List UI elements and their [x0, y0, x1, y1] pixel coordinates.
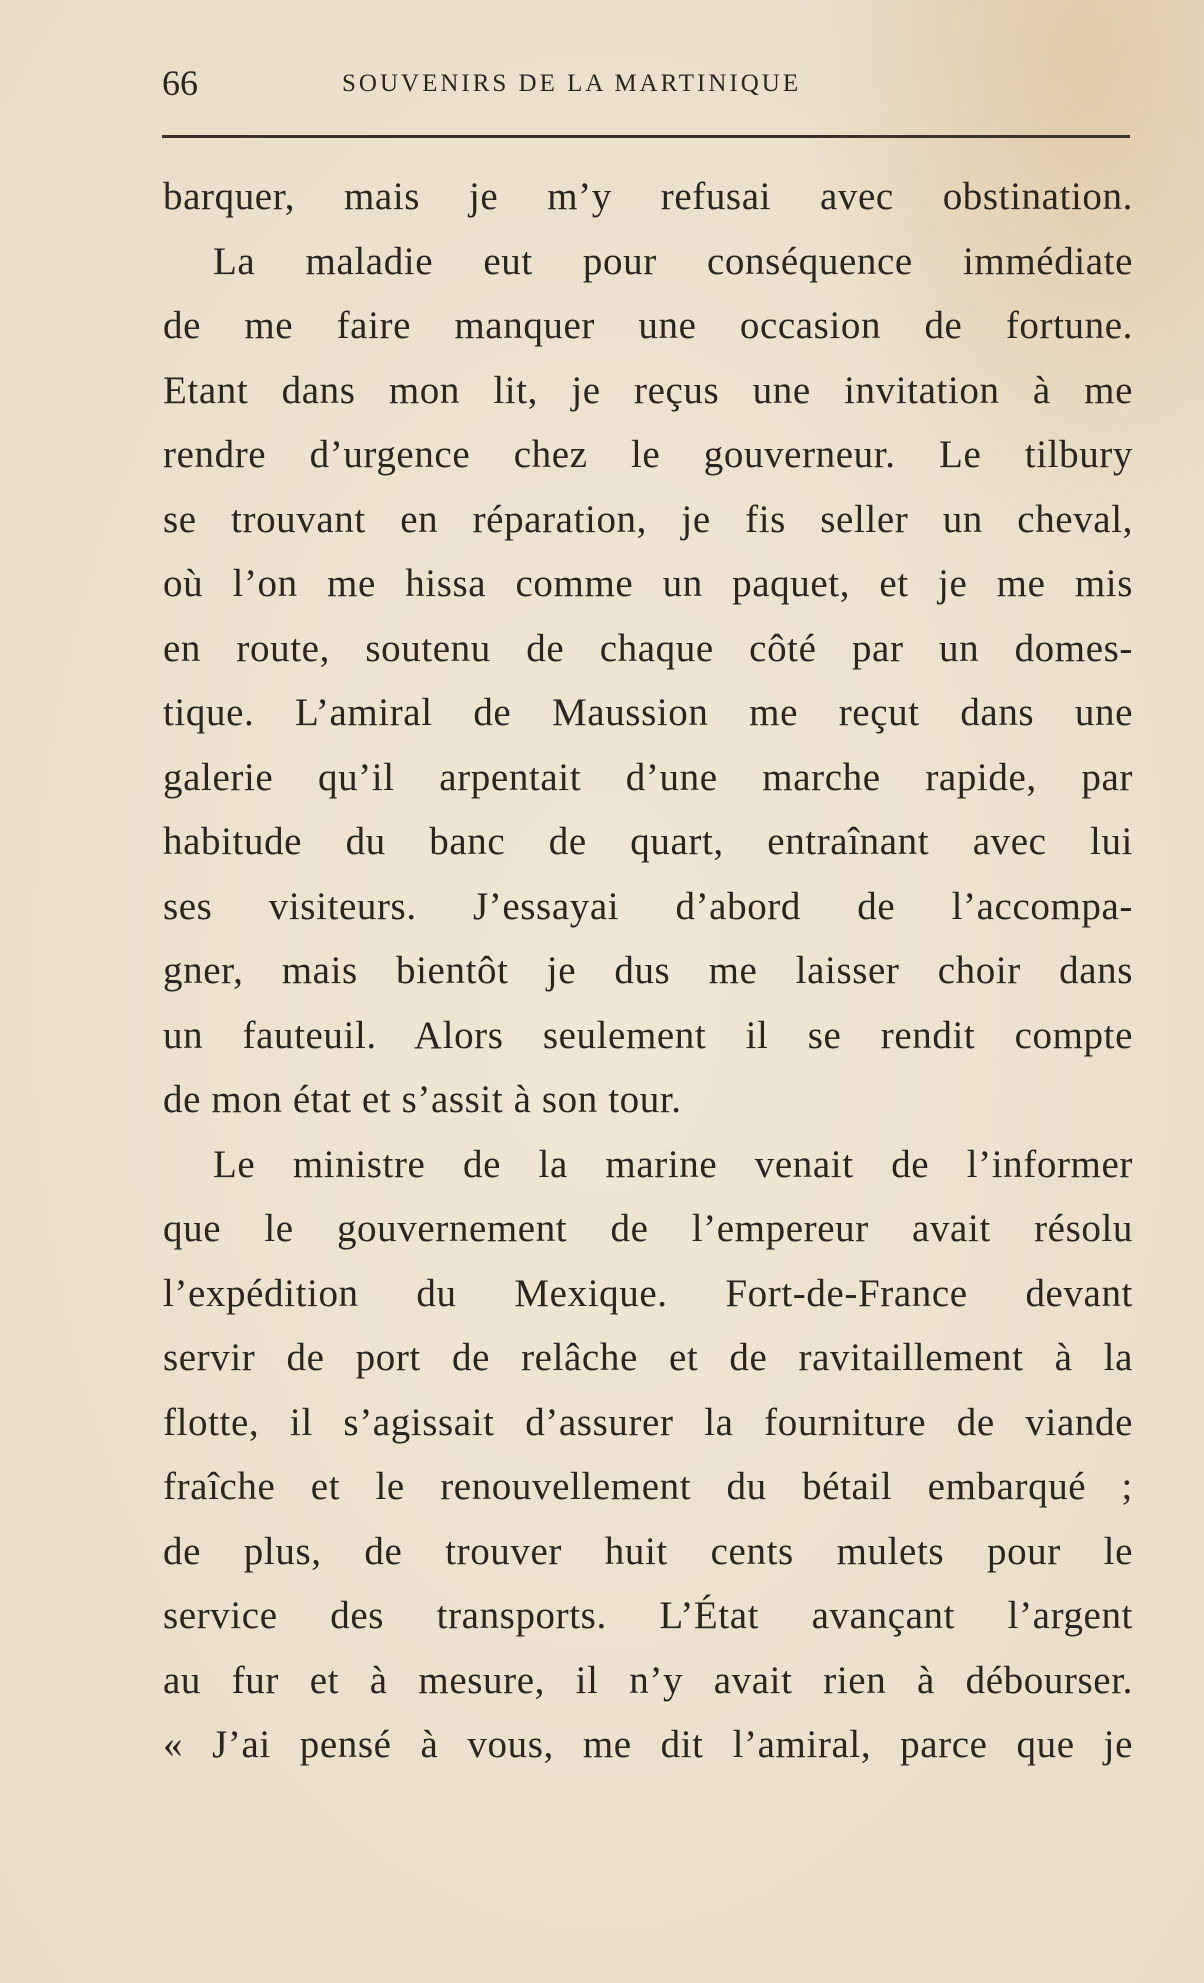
text-line: de plus, de trouver huit cents mulets pour le [163, 1529, 1133, 1573]
text-line: l’expédition du Mexique. Fort-de-France devant [163, 1271, 1133, 1315]
text-line: ses visiteurs. J’essayai d’abord de l’accompa- [163, 884, 1133, 928]
text-line: « J’ai pensé à vous, me dit l’amiral, parce que je [163, 1723, 1133, 1766]
running-title: SOUVENIRS DE LA MARTINIQUE [342, 70, 802, 97]
text-line: barquer, mais je m’y refusai avec obstination. [163, 175, 1133, 218]
text-line: La maladie eut pour conséquence immédiate [213, 239, 1133, 283]
text-line: servir de port de relâche et de ravitaillement à la [163, 1336, 1133, 1379]
text-line: de mon état et s’assit à son tour. [163, 1078, 682, 1121]
text-line: habitude du banc de quart, entraînant avec lui [163, 820, 1133, 863]
text-line: galerie qu’il arpentait d’une marche rapide, par [163, 755, 1133, 799]
text-line: gner, mais bientôt je dus me laisser choir dans [163, 949, 1133, 992]
text-line: au fur et à mesure, il n’y avait rien à débourser. [163, 1658, 1133, 1702]
text-line: que le gouvernement de l’empereur avait résolu [163, 1207, 1133, 1250]
text-line: Etant dans mon lit, je reçus une invitation à me [163, 368, 1133, 412]
header-rule [162, 135, 1130, 138]
text-line: un fauteuil. Alors seulement il se rendit compte [163, 1013, 1133, 1057]
text-line: Le ministre de la marine venait de l’informer [213, 1142, 1133, 1186]
text-line: rendre d’urgence chez le gouverneur. Le tilbury [163, 433, 1133, 476]
text-line: service des transports. L’État avançant l’argent [163, 1594, 1133, 1637]
text-line: de me faire manquer une occasion de fortune. [163, 304, 1133, 347]
page-header [162, 62, 1132, 122]
body-text [163, 165, 1133, 1778]
page-number: 66 [162, 63, 198, 103]
text-line: se trouvant en réparation, je fis seller un cheval, [163, 497, 1133, 541]
text-line: fraîche et le renouvellement du bétail embarqué ; [163, 1465, 1133, 1508]
text-line: tique. L’amiral de Maussion me reçut dans une [163, 691, 1133, 734]
text-line: en route, soutenu de chaque côté par un domes- [163, 626, 1133, 670]
text-line: flotte, il s’agissait d’assurer la fourniture de viande [163, 1400, 1133, 1444]
text-line: où l’on me hissa comme un paquet, et je me mis [163, 562, 1133, 605]
